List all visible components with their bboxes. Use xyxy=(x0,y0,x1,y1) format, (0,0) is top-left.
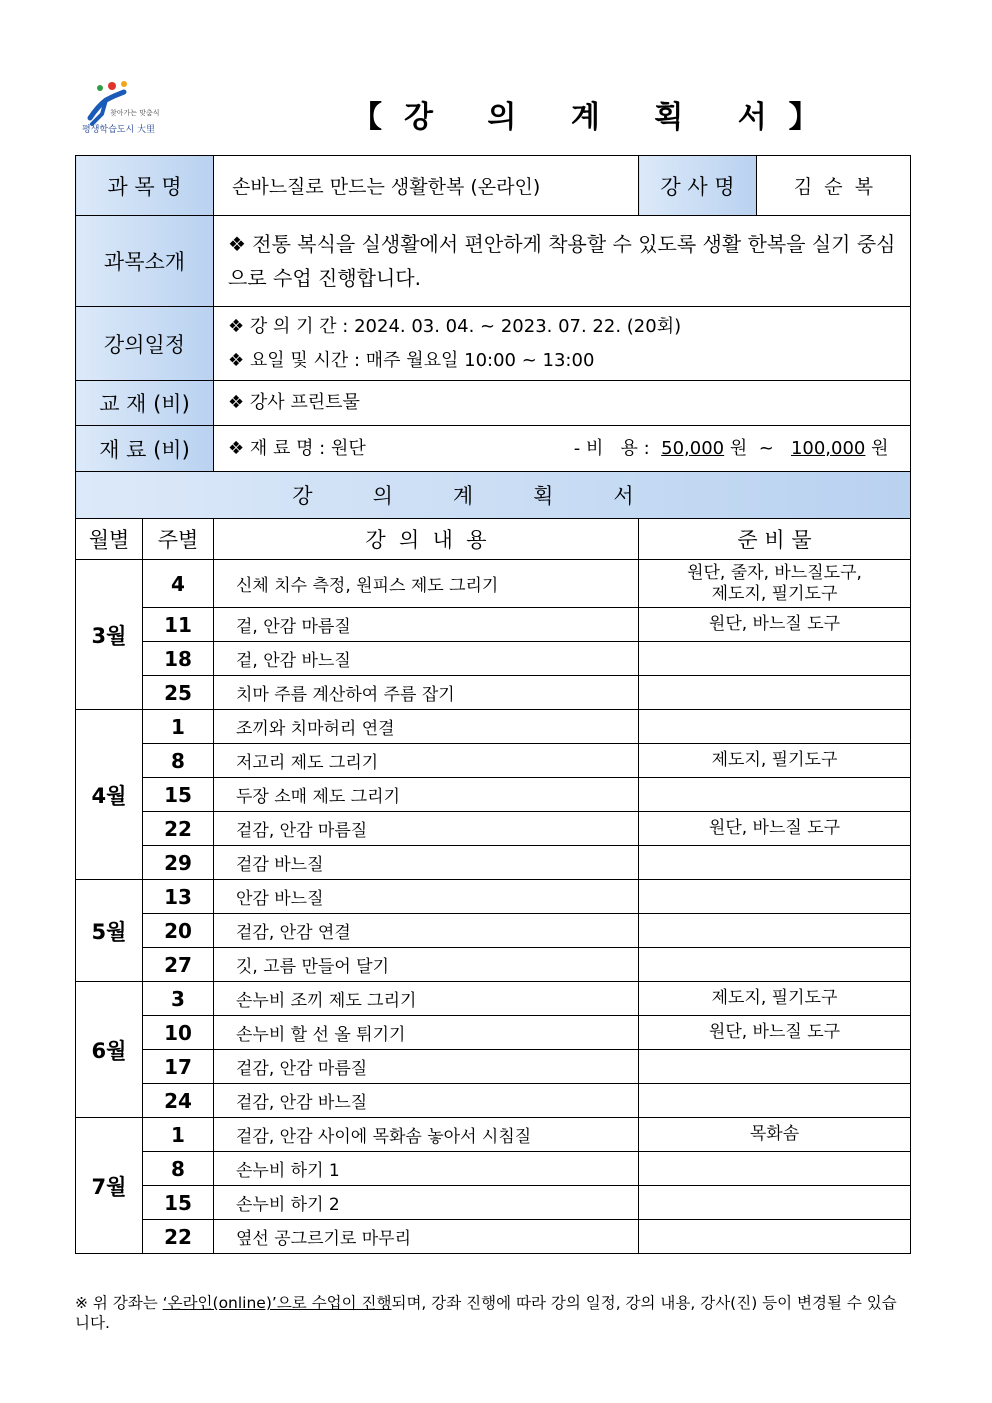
table-row xyxy=(76,642,911,676)
week-cell: 1 xyxy=(143,1118,214,1152)
table-row xyxy=(76,846,911,880)
schedule-time: ❖ 요일 및 시간 : 매주 월요일 10:00 ~ 13:00 xyxy=(228,349,595,371)
week-cell: 22 xyxy=(143,1220,214,1254)
prep-cell xyxy=(639,948,911,982)
content-cell: 겉, 안감 바느질 xyxy=(214,642,639,676)
content-cell: 저고리 제도 그리기 xyxy=(214,744,639,778)
week-cell: 13 xyxy=(143,880,214,914)
content-cell: 겉감, 안감 사이에 목화솜 놓아서 시침질 xyxy=(214,1118,639,1152)
content-cell: 겉감, 안감 연결 xyxy=(214,914,639,948)
table-row xyxy=(76,608,911,642)
content-cell: 겉감, 안감 바느질 xyxy=(214,1084,639,1118)
prep-cell xyxy=(639,642,911,676)
content-cell: 겉감 바느질 xyxy=(214,846,639,880)
prep-cell: 원단, 바느질 도구 xyxy=(639,608,911,642)
month-cell: 5월 xyxy=(76,880,143,982)
material-cost-unit1: 원 ~ xyxy=(729,437,786,459)
material-cell xyxy=(214,426,911,472)
prep-cell: 원단, 줄자, 바느질도구, 제도지, 필기도구 xyxy=(639,560,911,608)
table-row xyxy=(76,1152,911,1186)
prep-cell xyxy=(639,1220,911,1254)
instructor-value: 김 순 복 xyxy=(757,156,911,216)
material-name: ❖ 재 료 명 : 원단 xyxy=(228,437,366,459)
month-cell: 6월 xyxy=(76,982,143,1118)
content-cell: 옆선 공그르기로 마무리 xyxy=(214,1220,639,1254)
table-row xyxy=(76,710,911,744)
instructor-label: 강 사 명 xyxy=(639,156,757,216)
schedule-cell xyxy=(214,307,911,381)
week-cell: 20 xyxy=(143,914,214,948)
prep-cell: 원단, 바느질 도구 xyxy=(639,1016,911,1050)
prep-cell xyxy=(639,880,911,914)
footnote xyxy=(75,1293,910,1333)
week-cell: 8 xyxy=(143,744,214,778)
prep-cell xyxy=(639,778,911,812)
col-prep-header: 준 비 물 xyxy=(639,519,911,560)
table-row xyxy=(76,1050,911,1084)
table-row xyxy=(76,1186,911,1220)
week-cell: 4 xyxy=(143,560,214,608)
week-cell: 24 xyxy=(143,1084,214,1118)
footnote-prefix: ※ 위 강좌는 xyxy=(75,1294,163,1312)
table-row xyxy=(76,1220,911,1254)
prep-cell: 원단, 바느질 도구 xyxy=(639,812,911,846)
table-row xyxy=(76,982,911,1016)
table-row xyxy=(76,1118,911,1152)
month-cell: 7월 xyxy=(76,1118,143,1254)
table-row xyxy=(76,1016,911,1050)
table-row xyxy=(76,914,911,948)
col-month-header: 월별 xyxy=(76,519,143,560)
material-cost-min: 50,000 xyxy=(661,437,725,459)
week-cell: 27 xyxy=(143,948,214,982)
plan-banner: 강의계획서 xyxy=(76,472,911,519)
prep-cell xyxy=(639,914,911,948)
content-cell: 손누비 하기 1 xyxy=(214,1152,639,1186)
page-title: 【강 의 계 획 서】 xyxy=(352,100,841,135)
week-cell: 1 xyxy=(143,710,214,744)
table-row xyxy=(76,676,911,710)
week-cell: 25 xyxy=(143,676,214,710)
prep-cell xyxy=(639,1084,911,1118)
content-cell: 겉감, 안감 마름질 xyxy=(214,1050,639,1084)
week-cell: 17 xyxy=(143,1050,214,1084)
week-cell: 15 xyxy=(143,778,214,812)
week-cell: 29 xyxy=(143,846,214,880)
week-cell: 11 xyxy=(143,608,214,642)
intro-label: 과목소개 xyxy=(76,216,214,307)
textbook-label: 교 재 (비) xyxy=(76,381,214,426)
subject-value: 손바느질로 만드는 생활한복 (온라인) xyxy=(214,156,639,216)
col-content-header: 강 의 내 용 xyxy=(214,519,639,560)
footnote-suffix: 되며, 강좌 진행에 따라 강의 일정, 강의 내용, 강사(진) 등이 변경될 수 있습니다. xyxy=(75,1294,897,1332)
material-cost-unit2: 원 xyxy=(871,437,889,459)
prep-cell: 제도지, 필기도구 xyxy=(639,982,911,1016)
content-cell: 두장 소매 제도 그리기 xyxy=(214,778,639,812)
table-row xyxy=(76,1084,911,1118)
content-cell: 안감 바느질 xyxy=(214,880,639,914)
week-cell: 22 xyxy=(143,812,214,846)
textbook-value: ❖ 강사 프린트물 xyxy=(214,381,911,426)
schedule-period: ❖ 강 의 기 간 : 2024. 03. 04. ~ 2023. 07. 22. (20회) xyxy=(228,315,682,337)
runner-logo-icon xyxy=(80,78,140,128)
month-cell: 4월 xyxy=(76,710,143,880)
footnote-underlined: ‘온라인(online)’으로 수업이 진행 xyxy=(162,1294,392,1312)
week-cell: 3 xyxy=(143,982,214,1016)
content-cell: 치마 주름 계산하여 주름 잡기 xyxy=(214,676,639,710)
logo-tagline: 찾아가는 맞춤식 xyxy=(110,109,160,117)
intro-value: ❖ 전통 복식을 실생활에서 편안하게 착용할 수 있도록 생활 한복을 실기 중심으로 수업 진행합니다. xyxy=(214,216,911,307)
content-cell: 조끼와 치마허리 연결 xyxy=(214,710,639,744)
month-cell: 3월 xyxy=(76,560,143,710)
week-cell: 8 xyxy=(143,1152,214,1186)
prep-cell xyxy=(639,1050,911,1084)
week-cell: 10 xyxy=(143,1016,214,1050)
table-row xyxy=(76,744,911,778)
material-cost-prefix: - 비 용 : xyxy=(573,437,656,459)
prep-cell xyxy=(639,846,911,880)
table-row xyxy=(76,948,911,982)
col-week-header: 주별 xyxy=(143,519,214,560)
week-cell: 18 xyxy=(143,642,214,676)
content-cell: 깃, 고름 만들어 달기 xyxy=(214,948,639,982)
subject-label: 과 목 명 xyxy=(76,156,214,216)
content-cell: 손누비 하기 2 xyxy=(214,1186,639,1220)
table-row xyxy=(76,880,911,914)
logo-city-name: 평생학습도시 大里 xyxy=(82,125,156,135)
content-cell: 신체 치수 측정, 원피스 제도 그리기 xyxy=(214,560,639,608)
content-cell: 손누비 조끼 제도 그리기 xyxy=(214,982,639,1016)
plan-rows xyxy=(76,560,911,1254)
schedule-label: 강의일정 xyxy=(76,307,214,381)
prep-cell xyxy=(639,1152,911,1186)
material-label: 재 료 (비) xyxy=(76,426,214,472)
prep-cell xyxy=(639,710,911,744)
prep-cell: 목화솜 xyxy=(639,1118,911,1152)
prep-cell: 제도지, 필기도구 xyxy=(639,744,911,778)
lecture-plan-table xyxy=(75,155,911,1254)
table-row xyxy=(76,812,911,846)
week-cell: 15 xyxy=(143,1186,214,1220)
content-cell: 손누비 할 선 올 튀기기 xyxy=(214,1016,639,1050)
prep-cell xyxy=(639,1186,911,1220)
city-logo xyxy=(80,78,190,138)
prep-cell xyxy=(639,676,911,710)
material-cost-max: 100,000 xyxy=(790,437,866,459)
content-cell: 겉, 안감 마름질 xyxy=(214,608,639,642)
table-row xyxy=(76,778,911,812)
content-cell: 겉감, 안감 마름질 xyxy=(214,812,639,846)
table-row xyxy=(76,560,911,608)
